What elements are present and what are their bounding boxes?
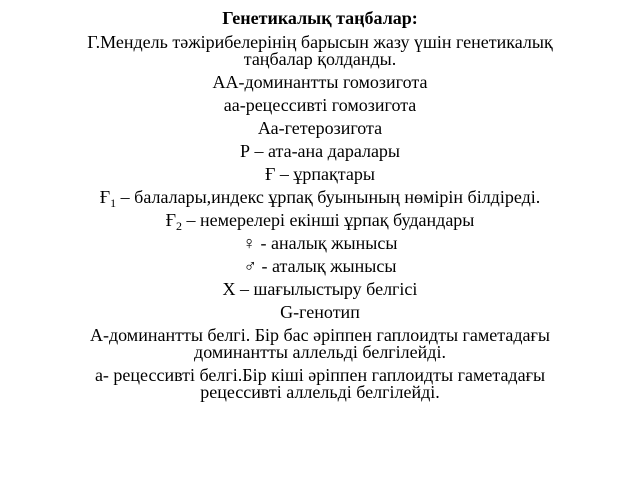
f1-text: – балалары,индекс ұрпақ буынының нөмірін білдіреді. <box>116 187 541 207</box>
intro-line-1: Г.Мендель тәжірибелерінің барысын жазу үшін генетикалық <box>87 32 553 52</box>
female-symbol-line: ♀ - аналық жынысы <box>242 233 398 253</box>
intro-line-2: таңбалар қолданды. <box>243 49 397 69</box>
parents-line: Р – ата-ана даралары <box>239 141 401 161</box>
homozygous-recessive-line: аа-рецессивті гомозигота <box>223 95 417 115</box>
offspring-line: Ғ – ұрпақтары <box>265 164 375 184</box>
f1-symbol: Ғ <box>99 187 111 207</box>
slide-body <box>20 34 620 401</box>
f2-line <box>20 210 620 233</box>
cross-symbol-line: Х – шағылыстыру белгісі <box>222 279 418 299</box>
dominant-trait-line-2: доминантты аллельді белгілейді. <box>194 342 446 362</box>
recessive-trait-line-1: а- рецессивті белгі.Бір кіші әріппен гаплоидты гаметадағы <box>94 365 546 385</box>
f2-symbol: Ғ <box>165 210 176 230</box>
f2-text: – немерелері екінші ұрпақ будандары <box>181 210 475 230</box>
recessive-trait-line-2: рецессивті аллельді белгілейді. <box>200 382 440 402</box>
heterozygous-line: Аа-гетерозигота <box>257 118 383 138</box>
male-symbol-line: ♂ - аталық жынысы <box>243 256 397 276</box>
homozygous-dominant-line: АА-доминантты гомозигота <box>212 72 428 92</box>
f1-subscript: 1 <box>110 196 117 210</box>
genotype-line: G-генотип <box>280 302 360 322</box>
f1-line <box>20 187 620 210</box>
f2-subscript: 2 <box>175 219 182 233</box>
dominant-trait-line-1: А-доминантты белгі. Бір бас әріппен гаплоидты гаметадағы <box>90 325 550 345</box>
slide-title: Генетикалық таңбалар: <box>222 8 418 28</box>
